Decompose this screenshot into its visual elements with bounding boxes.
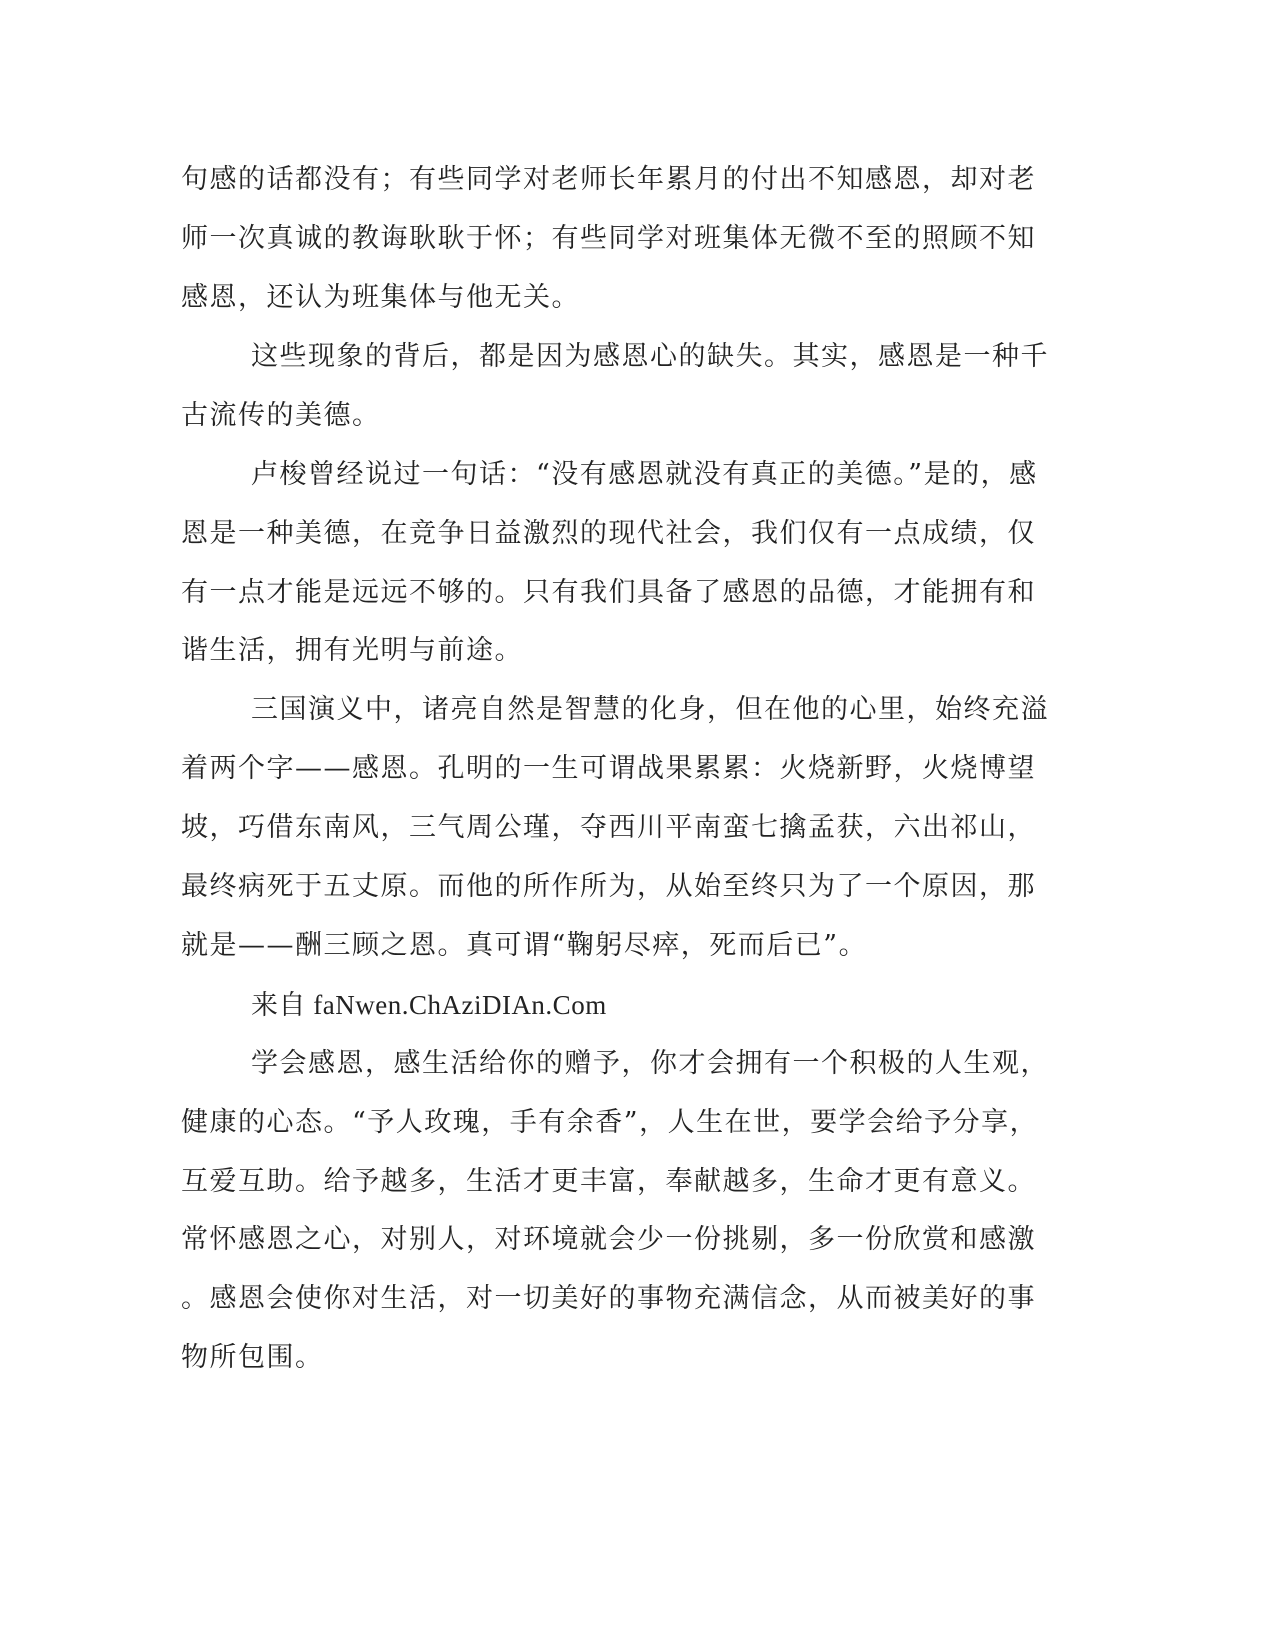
text-line: 就是——酬三顾之恩。真可谓“鞠躬尽瘁，死而后已”。: [181, 930, 868, 961]
text-line: 古流传的美德。: [181, 400, 381, 431]
text-line: 感恩，还认为班集体与他无关。: [181, 282, 580, 313]
text-line: 恩是一种美德，在竞争日益激烈的现代社会，我们仅有一点成绩，仅: [181, 518, 1036, 549]
paragraph-start-line: 学会感恩，感生活给你的赠予，你才会拥有一个积极的人生观，: [251, 1048, 1049, 1079]
paragraph-start-line: 三国演义中，诸亮自然是智慧的化身，但在他的心里，始终充溢: [251, 694, 1049, 725]
text-line: 句感的话都没有；有些同学对老师长年累月的付出不知感恩，却对老: [181, 164, 1036, 195]
text-line: 师一次真诚的教诲耿耿于怀；有些同学对班集体无微不至的照顾不知: [181, 223, 1036, 254]
source-line: 来自 faNwen.ChAziDIAn.Com: [251, 990, 607, 1020]
text-line: 坡，巧借东南风，三气周公瑾，夺西川平南蛮七擒孟获，六出祁山，: [181, 812, 1036, 843]
text-line: 常怀感恩之心，对别人，对环境就会少一份挑剔，多一份欣赏和感激: [181, 1224, 1036, 1255]
text-line: 。感恩会使你对生活，对一切美好的事物充满信念，从而被美好的事: [181, 1283, 1036, 1314]
text-line: 着两个字——感恩。孔明的一生可谓战果累累：火烧新野，火烧博望: [181, 753, 1036, 784]
paragraph-start-line: 卢梭曾经说过一句话：“没有感恩就没有真正的美德。”是的，感: [251, 459, 1038, 490]
text-line: 最终病死于五丈原。而他的所作所为，从始至终只为了一个原因，那: [181, 871, 1036, 902]
text-line: 健康的心态。“予人玫瑰，手有余香”，人生在世，要学会给予分享，: [181, 1107, 1039, 1138]
text-line: 互爱互助。给予越多，生活才更丰富，奉献越多，生命才更有意义。: [181, 1166, 1036, 1197]
text-line: 谐生活，拥有光明与前途。: [181, 635, 523, 666]
text-line: 物所包围。: [181, 1342, 324, 1373]
text-line: 有一点才能是远远不够的。只有我们具备了感恩的品德，才能拥有和: [181, 577, 1036, 608]
paragraph-start-line: 这些现象的背后，都是因为感恩心的缺失。其实，感恩是一种千: [251, 341, 1049, 372]
